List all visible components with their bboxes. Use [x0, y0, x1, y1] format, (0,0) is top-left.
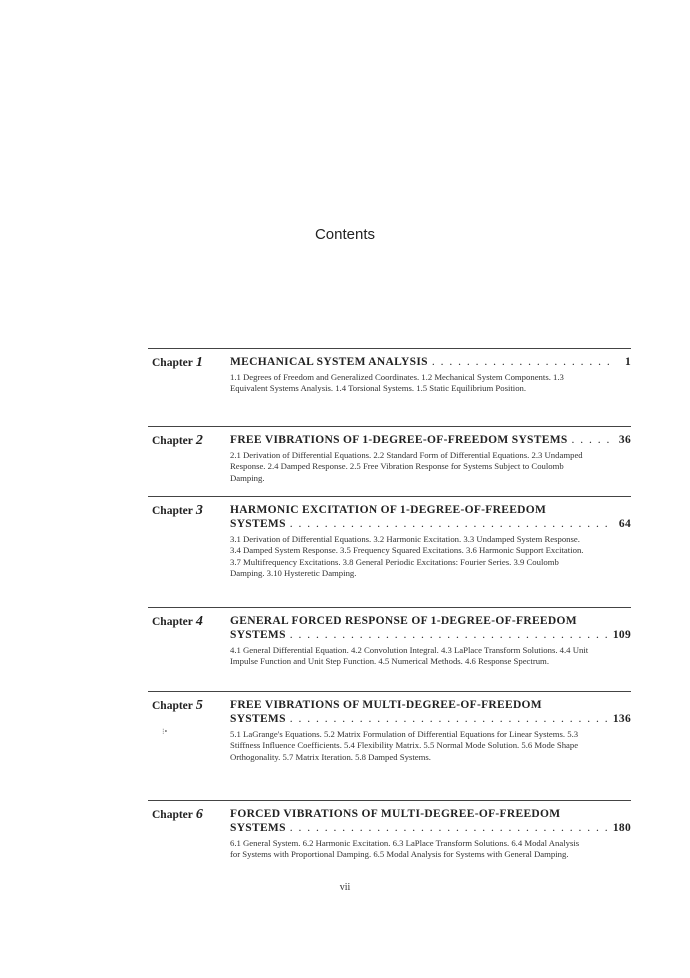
chapter-title: HARMONIC EXCITATION OF 1-DEGREE-OF-FREEDOM — [230, 504, 547, 516]
page-number: 109 — [612, 629, 631, 641]
chapter-heading — [230, 807, 631, 861]
page-number: 36 — [618, 434, 631, 446]
chapter-heading — [230, 614, 631, 668]
chapter-number: 3 — [195, 503, 203, 518]
chapter-label — [152, 698, 203, 714]
chapter-entry — [148, 426, 631, 483]
chapter-number: 6 — [195, 807, 203, 822]
chapter-title: SYSTEMS — [230, 629, 286, 641]
chapter-word: Chapter — [152, 435, 193, 447]
chapter-title: SYSTEMS — [230, 713, 286, 725]
chapter-title-line — [230, 503, 631, 517]
chapter-number: 2 — [195, 433, 203, 448]
section-list: 1.1 Degrees of Freedom and Generalized Coordinates. 1.2 Mechanical System Components. 1.3 Equivalent Systems Analysis. 1.4 Torsional Systems. 1.5 Static Equilibrium Position. — [230, 372, 564, 394]
dot-leader — [290, 517, 609, 531]
chapter-entry — [148, 691, 631, 762]
page-number: 64 — [618, 518, 631, 530]
dot-leader — [432, 355, 609, 369]
chapter-title-line — [230, 517, 631, 531]
chapter-entry — [148, 496, 631, 578]
section-list: 3.1 Derivation of Differential Equations. 3.2 Harmonic Excitation. 3.3 Undamped System Response. 3.4 Damped System Response. 3.5 Frequency Squared Excitations. 3.6 Harmonic Support Excitation. 3.7 Multifrequency Excitations. 3.8 General Periodic Excitations: Fourier Series. 3.9 Coulomb Damping. 3.10 Hysteretic Damping. — [230, 534, 584, 578]
chapter-word: Chapter — [152, 357, 193, 369]
section-list: 6.1 General System. 6.2 Harmonic Excitation. 6.3 LaPlace Transform Solutions. 6.4 Modal Analysis for Systems with Proportional Damping. 6.5 Modal Analysis for Systems with General Damping. — [230, 838, 580, 860]
chapter-title-line — [230, 712, 631, 726]
dot-leader — [572, 433, 609, 447]
dot-leader — [290, 712, 609, 726]
chapter-title-line — [230, 614, 631, 628]
chapter-title: FREE VIBRATIONS OF 1-DEGREE-OF-FREEDOM SYSTEMS — [230, 434, 568, 446]
chapter-title-line — [230, 355, 631, 369]
chapter-word: Chapter — [152, 809, 193, 821]
dot-leader — [290, 821, 609, 835]
chapter-title: FORCED VIBRATIONS OF MULTI-DEGREE-OF-FREEDOM — [230, 808, 561, 820]
chapter-title-line — [230, 807, 631, 821]
chapter-number: 1 — [195, 355, 203, 370]
chapter-number: 4 — [195, 614, 203, 629]
section-list: 4.1 General Differential Equation. 4.2 Convolution Integral. 4.3 LaPlace Transform Solutions. 4.4 Unit Impulse Function and Unit Step Function. 4.5 Numerical Methods. 4.6 Response Spectrum. — [230, 645, 589, 667]
chapter-title: SYSTEMS — [230, 518, 286, 530]
chapter-title-line — [230, 433, 631, 447]
dot-leader — [290, 628, 609, 642]
chapter-label — [152, 433, 203, 449]
page-number: 180 — [612, 822, 631, 834]
page-folio: vii — [339, 882, 351, 893]
chapter-number: 5 — [195, 698, 203, 713]
chapter-entry — [148, 348, 631, 394]
chapter-entry — [148, 800, 631, 860]
chapter-heading — [230, 355, 631, 395]
chapter-label — [152, 807, 203, 823]
chapter-title: GENERAL FORCED RESPONSE OF 1-DEGREE-OF-FREEDOM — [230, 615, 577, 627]
chapter-entry — [148, 607, 631, 667]
chapter-word: Chapter — [152, 700, 193, 712]
chapter-word: Chapter — [152, 616, 193, 628]
chapter-title: MECHANICAL SYSTEM ANALYSIS — [230, 356, 428, 368]
chapter-label — [152, 614, 203, 630]
chapter-heading — [230, 698, 631, 763]
chapter-label — [152, 503, 203, 519]
scan-speck: ⁝• — [162, 727, 168, 736]
chapter-word: Chapter — [152, 505, 193, 517]
page-title: Contents — [314, 226, 376, 243]
section-list: 5.1 LaGrange's Equations. 5.2 Matrix Formulation of Differential Equations for Linear Systems. 5.3 Stiffness Influence Coefficients. 5.4 Flexibility Matrix. 5.5 Normal Mode Solution. 5.6 Mode Shape Orthogonality. 5.7 Matrix Iteration. 5.8 Damped Systems. — [230, 729, 579, 762]
chapter-title: SYSTEMS — [230, 822, 286, 834]
chapter-heading — [230, 433, 631, 484]
page-number: 136 — [612, 713, 631, 725]
page-number: 1 — [624, 356, 631, 368]
chapter-label — [152, 355, 203, 371]
chapter-title-line — [230, 628, 631, 642]
section-list: 2.1 Derivation of Differential Equations. 2.2 Standard Form of Differential Equations. 2.3 Undamped Response. 2.4 Damped Response. 2.5 Free Vibration Response for Systems Subject to Coulomb Damping. — [230, 450, 583, 483]
chapter-title-line — [230, 821, 631, 835]
chapter-title-line — [230, 698, 631, 712]
chapter-title: FREE VIBRATIONS OF MULTI-DEGREE-OF-FREEDOM — [230, 699, 542, 711]
chapter-heading — [230, 503, 631, 579]
